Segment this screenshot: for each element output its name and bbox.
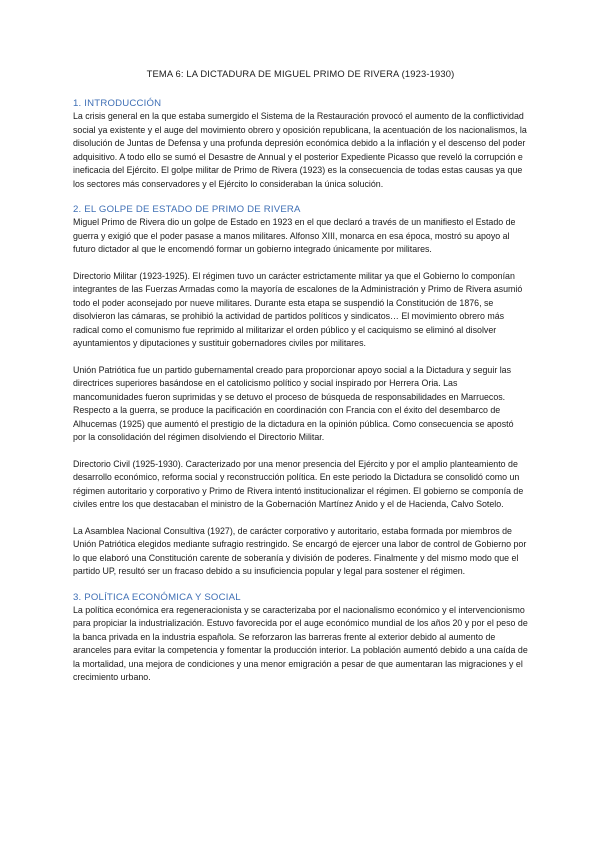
section-heading: 1. INTRODUCCIÓN: [73, 98, 162, 109]
document-title: TEMA 6: LA DICTADURA DE MIGUEL PRIMO DE RIVERA (1923-1930): [146, 68, 455, 79]
section-golpe-de-estado: [73, 203, 528, 579]
section-politica-economica: [73, 591, 528, 685]
section-heading: 3. POLÍTICA ECONÓMICA Y SOCIAL: [73, 591, 241, 603]
paragraph: Unión Patriótica fue un partido gubernamental creado para proporcionar apoyo social a la Dictadura y seguir las directrices superiores basándose en el catolicismo político y social inspirado por Herrera Oria. Las mancomunidades fueron suprimidas y se detuvo el proceso de búsqueda de responsabilidades en Marruecos. Respecto a la guerra, se produce la pacificación en coordinación con Francia con el éxito del desembarco de Alhucemas (1925) que aumentó el prestigio de la dictadura en la opinión pública. Como consecuencia se apostó por la consolidación del régimen disolviendo el Directorio Militar.: [73, 364, 514, 442]
section-heading: 2. EL GOLPE DE ESTADO DE PRIMO DE RIVERA: [73, 204, 301, 215]
paragraph: Miguel Primo de Rivera dio un golpe de Estado en 1923 en el que declaró a través de un manifiesto el Estado de guerra y exigió que el poder pasase a manos militares. Alfonso XIII, monarca en esa época, mostró su apoyo al futuro dictador al que le encomendó formar un gobierno integrado únicamente por militares.: [73, 217, 516, 254]
paragraph: La Asamblea Nacional Consultiva (1927), de carácter corporativo y autoritario, estaba formada por miembros de Unión Patriótica elegidos mediante sufragio restringido. Se encargó de ejercer una labor de control de Gobierno por lo que elaboró una Constitución carente de soberanía y división de poderes. Finalmente y del mismo modo que el partido UP, resultó ser un fracaso debido a su insuficiencia popular y legal para sostener el régimen.: [73, 525, 527, 576]
section-introduccion: [73, 97, 528, 191]
paragraph: La crisis general en la que estaba sumergido el Sistema de la Restauración provocó el aumento de la conflictividad social ya existente y el auge del movimiento obrero y oposición republicana, la acentuación de los nacionalismos, la disolución de Juntas de Defensa y una profunda depresión económica debido a la inflación y el descenso del poder adquisitivo. A todo ello se sumó el Desastre de Annual y el posterior Expediente Picasso que reveló la corrupción e ineficacia del Ejército. El golpe militar de Primo de Rivera (1923) es la consecuencia de todas estas causas ya que los sectores más conservadores y el Ejército lo consideraban la única solución.: [73, 111, 527, 189]
paragraph: Directorio Civil (1925-1930). Caracterizado por una menor presencia del Ejército y por el amplio planteamiento de desarrollo económico, reforma social y reconstrucción política. En este periodo la Dictadura se consolidó como un régimen autoritario y corporativo y Primo de Rivera intentó institucionalizar el régimen. El gobierno se componía de civiles entre los que destacaban el ministro de la Gobernación Martínez Anido y el de Hacienda, Calvo Sotelo.: [73, 458, 524, 509]
paragraph: La política económica era regeneracionista y se caracterizaba por el nacionalismo económico y el intervencionismo para propiciar la industrialización. Estuvo favorecida por el auge económico mundial de los años 20 y por el peso de la banca privada en la industria española. Se reforzaron las barreras frente al exterior debido al aumento de aranceles para evitar la competencia y fomentar la producción interior. La población aumentó debido a una caída de la mortalidad, una mejora de condiciones y una menor emigración a pesar de que aumentaran las migraciones y el crecimiento urbano.: [73, 604, 528, 682]
paragraph: Directorio Militar (1923-1925). El régimen tuvo un carácter estrictamente militar ya que el Gobierno lo componían integrantes de las Fuerzas Armadas como la mayoría de escalones de la Administración y Primo de Rivera asumió todo el poder aconsejado por nueve militares. Durante esta etapa se suspendió la Constitución de 1876, se disolvieron las cámaras, se prohibió la actividad de partidos políticos y sindicatos… El movimiento obrero más radical como el comunismo fue reprimido al militarizar el orden público y el caciquismo se eliminó al disolver ayuntamientos y diputaciones y sustituir gobernadores civiles por militares.: [73, 270, 523, 348]
